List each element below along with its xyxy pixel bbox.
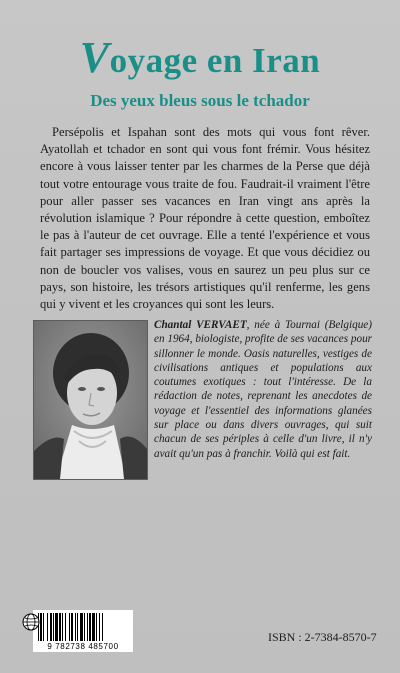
globe-logo-icon [22, 613, 40, 631]
isbn: ISBN : 2-7384-8570-7 [268, 630, 377, 644]
barcode-number: 9 782738 485700 [47, 642, 119, 651]
author-name: Chantal VERVAET [154, 319, 247, 331]
blurb-text: Persépolis et Ispahan sont des mots qui vous font rêver. Ayatollah et tchador en sont qui vous font frémir. Vous hésitez encore à vous laisser tenter par les charmes de la Perse que déjà tout votre entourage vous traite de fou. Faudrait-il vraiment l'être pour aller passer ses vacances en Iran vingt ans après la révolution islamique ? Pour répondre à cette question, emboîtez le pas à l'auteur de cet ouvrage. Elle a tenté l'expérience et vous fait partager ses impressions de voyage. Et que vous décidiez ou non de boucler vos valises, vous en saurez un peu plus sur ce pays, son histoire, les trésors artistiques qu'il renferme, les gens qui y vivent et les croyances qui sont les leurs. [40, 125, 370, 312]
author-bio [154, 318, 372, 461]
barcode-bars [37, 613, 129, 641]
author-bio-text: , née à Tournai (Belgique) en 1964, biologiste, profite de ses vacances pour sillonner le monde. Oasis naturelles, vestiges de civilisations antiques et populations aux coutumes exotiques : tout l'intéresse. De la rédaction de notes, reprenant les anecdotes de voyage et l'essentiel des informations glanées sur place ou dans divers ouvrages, qui suit chacun de ses périples à celle d'un livre, il n'y avait qu'un pas à franchir. Voilà qui est fait. [154, 319, 373, 460]
title-initial: V [79, 33, 110, 82]
book-title [0, 32, 400, 83]
book-subtitle: Des yeux bleus sous le tchador [90, 91, 310, 110]
barcode [33, 610, 133, 652]
title-rest: oyage en Iran [109, 41, 321, 80]
author-photo [33, 320, 148, 480]
